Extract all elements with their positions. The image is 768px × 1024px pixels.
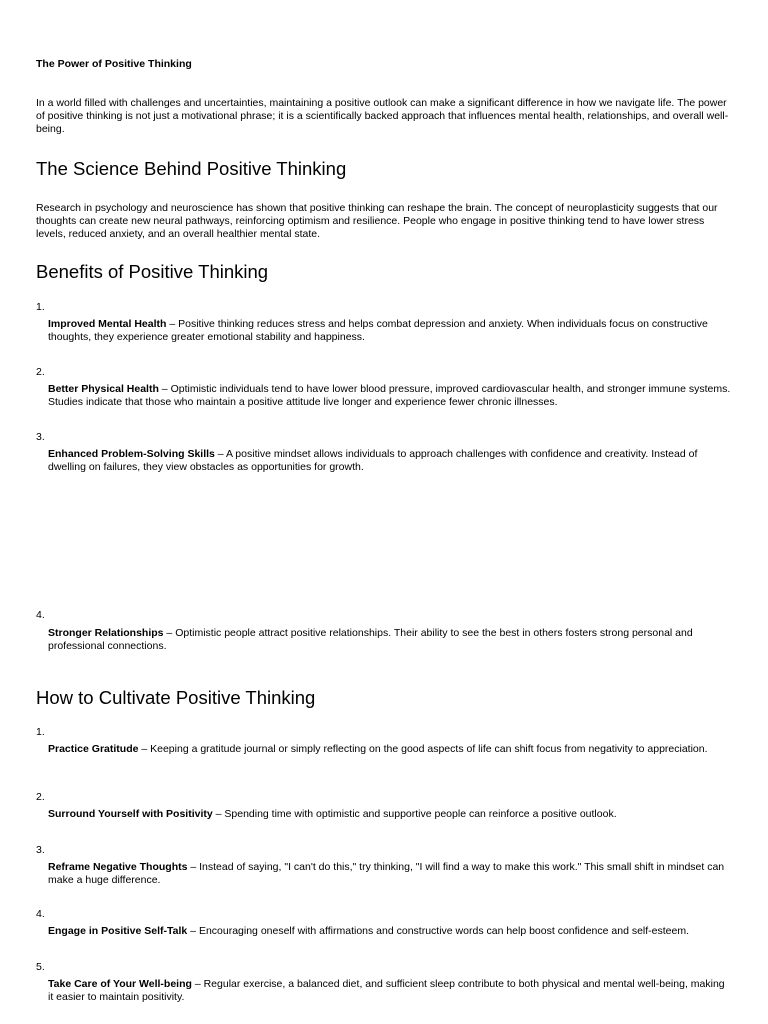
cultivate-number-4: 4. <box>36 908 45 920</box>
cultivate-term: Engage in Positive Self-Talk <box>48 925 188 937</box>
cultivate-term: Surround Yourself with Positivity <box>48 808 213 820</box>
intro-paragraph: In a world filled with challenges and uncertainties, maintaining a positive outlook can make a significant difference in how we navigate life. The power of positive thinking is not just a motivational phrase; it is a scientifically backed approach that influences mental health, relationships, and overall well-being. <box>36 97 729 135</box>
cultivate-item-4 <box>48 925 732 938</box>
cultivate-item-2 <box>48 808 732 821</box>
cultivate-number-2: 2. <box>36 791 45 803</box>
cultivate-description: – Encouraging oneself with affirmations and constructive words can help boost confidence and self-esteem. <box>187 925 690 937</box>
benefits-heading: Benefits of Positive Thinking <box>36 261 269 282</box>
cultivate-item-3 <box>48 861 732 887</box>
benefit-term: Stronger Relationships <box>48 627 164 639</box>
benefit-description: – Positive thinking reduces stress and helps combat depression and anxiety. When individuals focus on constructive thoughts, they experience greater emotional stability and happiness. <box>48 318 708 343</box>
science-heading: The Science Behind Positive Thinking <box>36 158 347 179</box>
cultivate-description: – Spending time with optimistic and supportive people can reinforce a positive outlook. <box>212 808 617 820</box>
cultivate-description: – Regular exercise, a balanced diet, and sufficient sleep contribute to both physical and mental well-being, making it easier to maintain positivity. <box>48 978 725 1003</box>
cultivate-description: – Instead of saying, "I can't do this," try thinking, "I will find a way to make this work." This small shift in mindset can make a huge difference. <box>48 861 725 886</box>
benefit-number-1: 1. <box>36 301 45 313</box>
benefit-term: Enhanced Problem-Solving Skills <box>48 448 215 460</box>
benefit-description: – Optimistic people attract positive relationships. Their ability to see the best in others fosters strong personal and professional connections. <box>48 627 693 652</box>
benefit-number-4: 4. <box>36 609 45 621</box>
benefit-description: – A positive mindset allows individuals to approach challenges with confidence and creativity. Instead of dwelling on failures, they view obstacles as opportunities for growth. <box>48 448 698 473</box>
cultivate-term: Take Care of Your Well-being <box>48 978 192 990</box>
cultivate-number-5: 5. <box>36 961 45 973</box>
benefit-description: – Optimistic individuals tend to have lower blood pressure, improved cardiovascular health, and stronger immune systems. Studies indicate that those who maintain a positive attitude live longer and experience fewer chronic illnesses. <box>48 383 731 408</box>
benefit-item-3 <box>48 448 732 474</box>
cultivate-item-5 <box>48 978 732 1004</box>
document-title: The Power of Positive Thinking <box>36 58 192 70</box>
benefit-number-2: 2. <box>36 366 45 378</box>
cultivate-number-1: 1. <box>36 726 45 738</box>
benefit-number-3: 3. <box>36 431 45 443</box>
cultivate-term: Practice Gratitude <box>48 743 139 755</box>
cultivate-description: – Keeping a gratitude journal or simply reflecting on the good aspects of life can shift focus from negativity to appreciation. <box>138 743 708 755</box>
benefit-item-1 <box>48 318 732 344</box>
benefit-item-4 <box>48 627 732 653</box>
benefit-term: Improved Mental Health <box>48 318 167 330</box>
cultivate-item-1 <box>48 743 732 756</box>
cultivate-heading: How to Cultivate Positive Thinking <box>36 687 316 708</box>
science-paragraph: Research in psychology and neuroscience has shown that positive thinking can reshape the brain. The concept of neuroplasticity suggests that our thoughts can create new neural pathways, reinforcing optimism and resilience. People who engage in positive thinking tend to have lower stress levels, reduced anxiety, and an overall healthier mental state. <box>36 202 718 240</box>
cultivate-number-3: 3. <box>36 844 45 856</box>
benefit-term: Better Physical Health <box>48 383 159 395</box>
benefit-item-2 <box>48 383 732 409</box>
cultivate-term: Reframe Negative Thoughts <box>48 861 188 873</box>
